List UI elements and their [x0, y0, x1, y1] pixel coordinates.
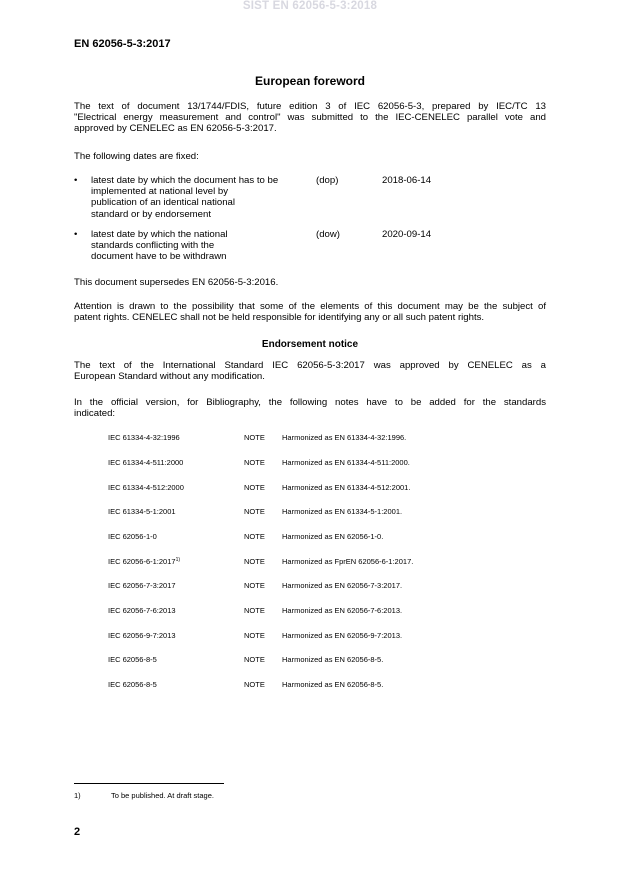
- foreword-paragraph: [74, 101, 546, 135]
- foreword-heading: European foreword: [254, 74, 365, 88]
- note-label: NOTE: [244, 631, 265, 640]
- bullet: •: [74, 175, 78, 186]
- note-row: [0, 433, 620, 445]
- standard-ref: IEC 62056-8-5: [108, 680, 157, 689]
- document-id: EN 62056-5-3:2017: [74, 38, 171, 50]
- note-row: [0, 557, 620, 569]
- dow-abbreviation: (dow): [316, 229, 340, 240]
- text-line: publication of an identical national: [91, 197, 236, 209]
- dop-date: 2018-06-14: [382, 175, 432, 186]
- note-label: NOTE: [244, 532, 265, 541]
- note-text: Harmonized as EN 62056-8-5.: [282, 655, 384, 664]
- note-text: Harmonized as EN 62056-1-0.: [282, 532, 384, 541]
- note-row: [0, 532, 620, 544]
- note-text: Harmonized as EN 61334-4-32:1996.: [282, 433, 407, 442]
- note-label: NOTE: [244, 458, 265, 467]
- standard-ref: IEC 61334-4-511:2000: [108, 458, 184, 467]
- note-row: [0, 483, 620, 495]
- text-line: The text of the International Standard IEC 62056-5-3:2017 was approved by CENELEC as a: [74, 360, 546, 371]
- standard-ref: IEC 61334-4-32:1996: [108, 433, 180, 442]
- text-line: "Electrical energy measurement and control" was submitted to the IEC-CENELEC parallel vote and: [74, 112, 546, 124]
- text-line: patent rights. CENELEC shall not be held responsible for identifying any or all such patent rights.: [74, 312, 485, 324]
- supersedes-statement: This document supersedes EN 62056-5-3:2016.: [74, 277, 279, 288]
- footnote-separator: [74, 783, 224, 784]
- note-row: [0, 606, 620, 618]
- text-line: In the official version, for Bibliography, the following notes have to be added for the standards: [74, 397, 546, 408]
- standard-ref: IEC 61334-4-512:2000: [108, 483, 184, 492]
- note-label: NOTE: [244, 680, 265, 689]
- note-row: [0, 507, 620, 519]
- text-line: Attention is drawn to the possibility that some of the elements of this document may be the subject of: [74, 301, 546, 312]
- text-line: indicated:: [74, 408, 116, 420]
- note-row: [0, 581, 620, 593]
- note-text: Harmonized as EN 61334-4-511:2000.: [282, 458, 410, 467]
- note-text: Harmonized as EN 62056-7-6:2013.: [282, 606, 403, 615]
- note-row: [0, 655, 620, 667]
- note-label: NOTE: [244, 557, 265, 566]
- text-line: implemented at national level by: [91, 186, 229, 198]
- endorsement-paragraph: [74, 360, 546, 382]
- note-text: Harmonized as FprEN 62056-6-1:2017.: [282, 557, 414, 566]
- standard-ref: IEC 62056-1-0: [108, 532, 157, 541]
- dop-description: [91, 175, 306, 220]
- watermark: SIST EN 62056-5-3:2018: [242, 0, 378, 12]
- note-text: Harmonized as EN 62056-7-3:2017.: [282, 581, 403, 590]
- standard-ref: IEC 62056-7-3:2017: [108, 581, 176, 590]
- text-line: latest date by which the national: [91, 229, 228, 240]
- bibliography-intro: [74, 397, 546, 419]
- text-line: standards conflicting with the: [91, 240, 215, 252]
- standard-ref: IEC 61334-5-1:2001: [108, 507, 176, 516]
- footnote-number: 1): [74, 791, 81, 800]
- note-text: Harmonized as EN 61334-5-1:2001.: [282, 507, 403, 516]
- bullet: •: [74, 229, 78, 240]
- dow-date: 2020-09-14: [382, 229, 432, 240]
- note-row: [0, 631, 620, 643]
- note-label: NOTE: [244, 433, 265, 442]
- text-line: latest date by which the document has to be: [91, 175, 279, 186]
- text-line: approved by CENELEC as EN 62056-5-3:2017.: [74, 123, 277, 135]
- footnote-text: To be published. At draft stage.: [111, 791, 214, 800]
- note-label: NOTE: [244, 507, 265, 516]
- text-line: The text of document 13/1744/FDIS, future edition 3 of IEC 62056-5-3, prepared by IEC/TC 13: [74, 101, 546, 112]
- note-label: NOTE: [244, 655, 265, 664]
- note-text: Harmonized as EN 61334-4-512:2001.: [282, 483, 411, 492]
- note-label: NOTE: [244, 581, 265, 590]
- text-line: document have to be withdrawn: [91, 251, 227, 263]
- dates-intro: The following dates are fixed:: [74, 151, 199, 162]
- note-label: NOTE: [244, 606, 265, 615]
- text-line: standard or by endorsement: [91, 208, 211, 220]
- text-line: European Standard without any modification.: [74, 371, 265, 383]
- footnote-marker: 1): [175, 557, 181, 563]
- note-row: [0, 458, 620, 470]
- standard-ref: IEC 62056-7-6:2013: [108, 606, 176, 615]
- standard-ref: IEC 62056-9-7:2013: [108, 631, 176, 640]
- patent-attention: [74, 301, 546, 323]
- endorsement-heading: Endorsement notice: [261, 339, 359, 350]
- note-text: Harmonized as EN 62056-8-5.: [282, 680, 384, 689]
- standard-ref: IEC 62056-8-5: [108, 655, 157, 664]
- page-number: 2: [74, 826, 81, 838]
- dop-abbreviation: (dop): [316, 175, 339, 186]
- note-text: Harmonized as EN 62056-9-7:2013.: [282, 631, 403, 640]
- note-label: NOTE: [244, 483, 265, 492]
- dow-description: [91, 229, 306, 263]
- standard-ref: IEC 62056-6-1:2017$^{1)}$: [108, 557, 181, 566]
- note-row: [0, 680, 620, 692]
